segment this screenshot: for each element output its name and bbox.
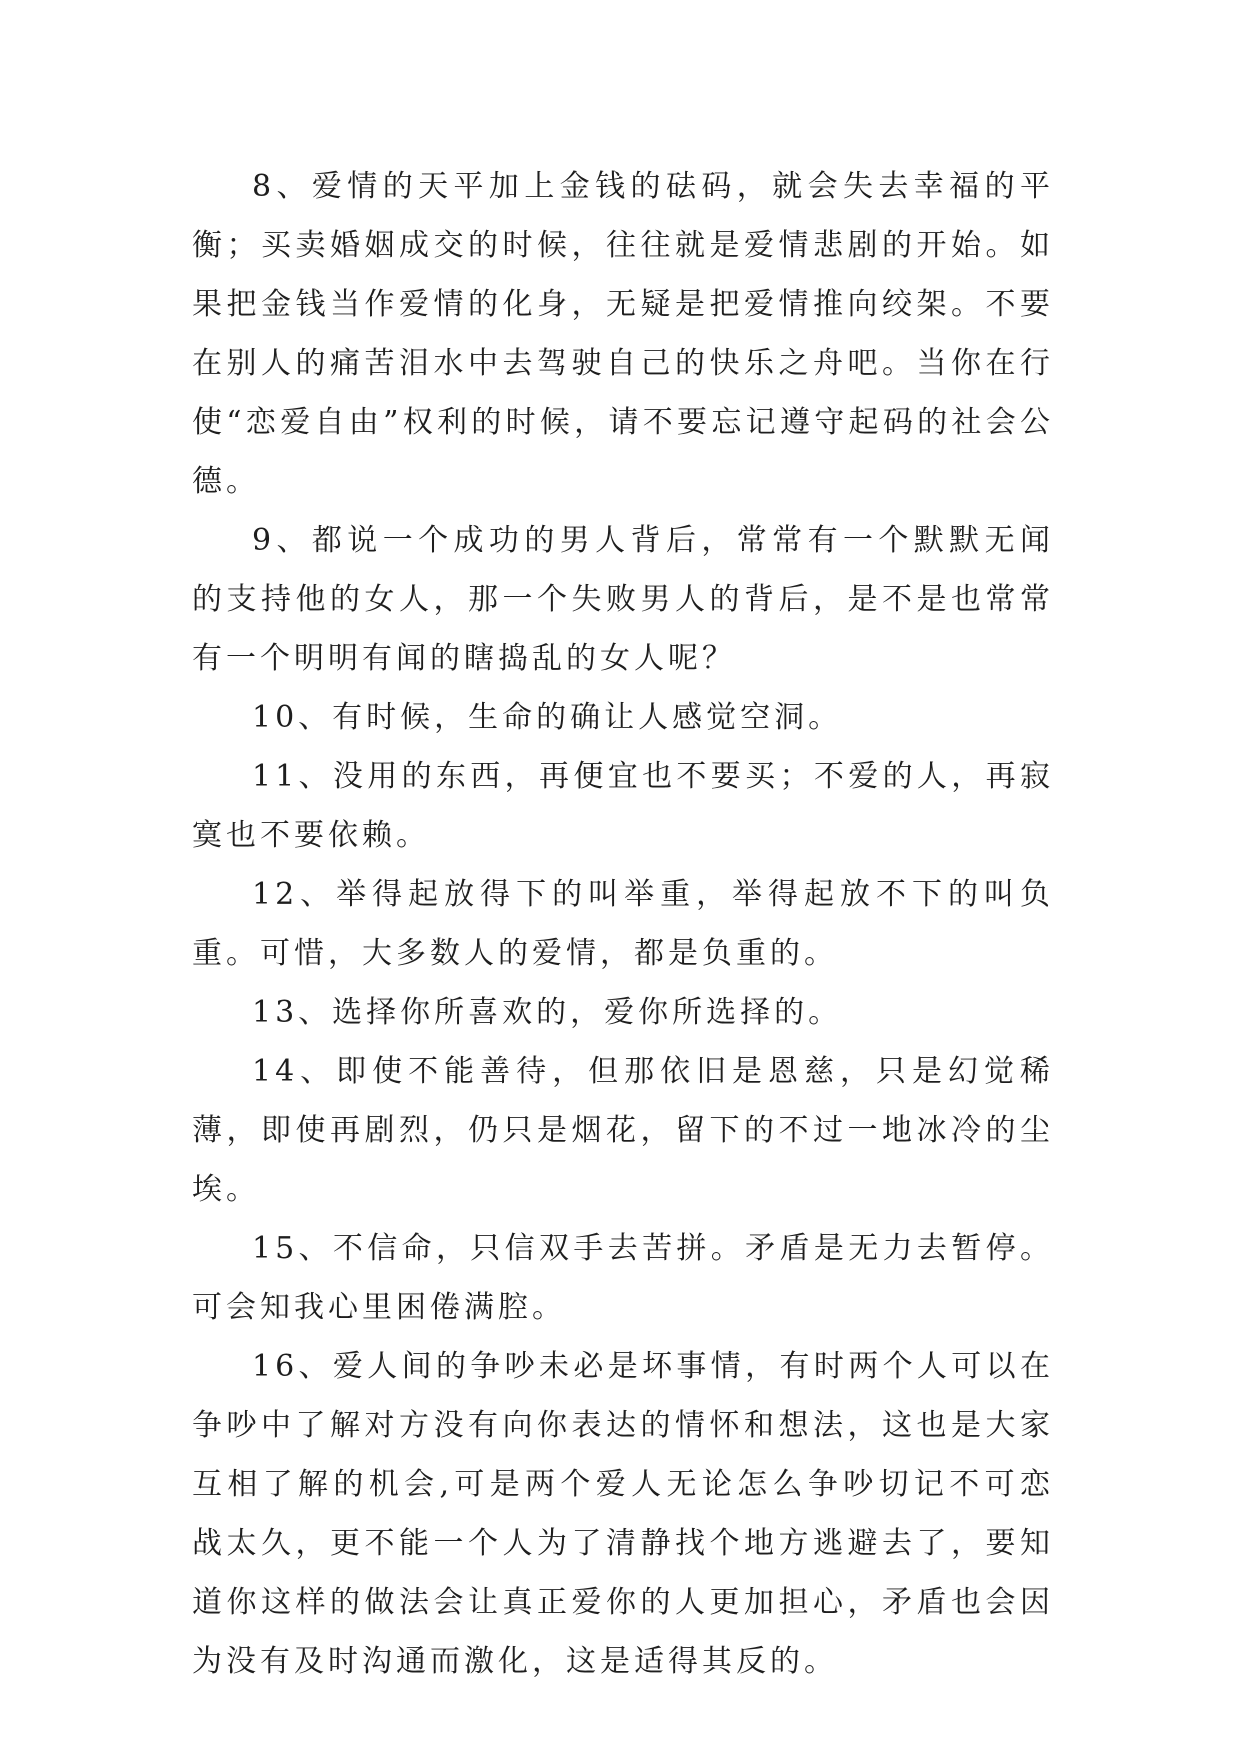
paragraph-10: 10、有时候，生命的确让人感觉空洞。 xyxy=(252,700,843,735)
paragraph-14: 14、即使不能善待，但那依旧是恩慈，只是幻觉稀薄，即使再剧烈，仍只是烟花，留下的不过一地冰冷的尘埃。 xyxy=(192,1054,1054,1207)
paragraph-9: 9、都说一个成功的男人背后，常常有一个默默无闻的支持他的女人，那一个失败男人的背后，是不是也常常有一个明明有闻的瞎捣乱的女人呢？ xyxy=(192,523,1054,676)
paragraph-11: 11、没用的东西，再便宜也不要买；不爱的人，再寂寞也不要依赖。 xyxy=(192,759,1054,853)
paragraph-12: 12、举得起放得下的叫举重，举得起放不下的叫负重。可惜，大多数人的爱情，都是负重的。 xyxy=(192,877,1054,971)
paragraph-16: 16、爱人间的争吵未必是坏事情，有时两个人可以在争吵中了解对方没有向你表达的情怀和想法，这也是大家互相了解的机会,可是两个爱人无论怎么争吵切记不可恋战太久，更不能一个人为了清静找个地方逃避去了，要知道你这样的做法会让真正爱你的人更加担心，矛盾也会因为没有及时沟通而激化，这是适得其反的。 xyxy=(192,1349,1054,1679)
document-body xyxy=(192,157,1054,1691)
paragraph-13: 13、选择你所喜欢的，爱你所选择的。 xyxy=(252,995,843,1030)
paragraph-15: 15、不信命，只信双手去苦拼。矛盾是无力去暂停。可会知我心里困倦满腔。 xyxy=(192,1231,1054,1325)
paragraph-8: 8、爱情的天平加上金钱的砝码，就会失去幸福的平衡；买卖婚姻成交的时候，往往就是爱情悲剧的开始。如果把金钱当作爱情的化身，无疑是把爱情推向绞架。不要在别人的痛苦泪水中去驾驶自己的快乐之舟吧。当你在行使“恋爱自由”权利的时候，请不要忘记遵守起码的社会公德。 xyxy=(192,169,1054,499)
